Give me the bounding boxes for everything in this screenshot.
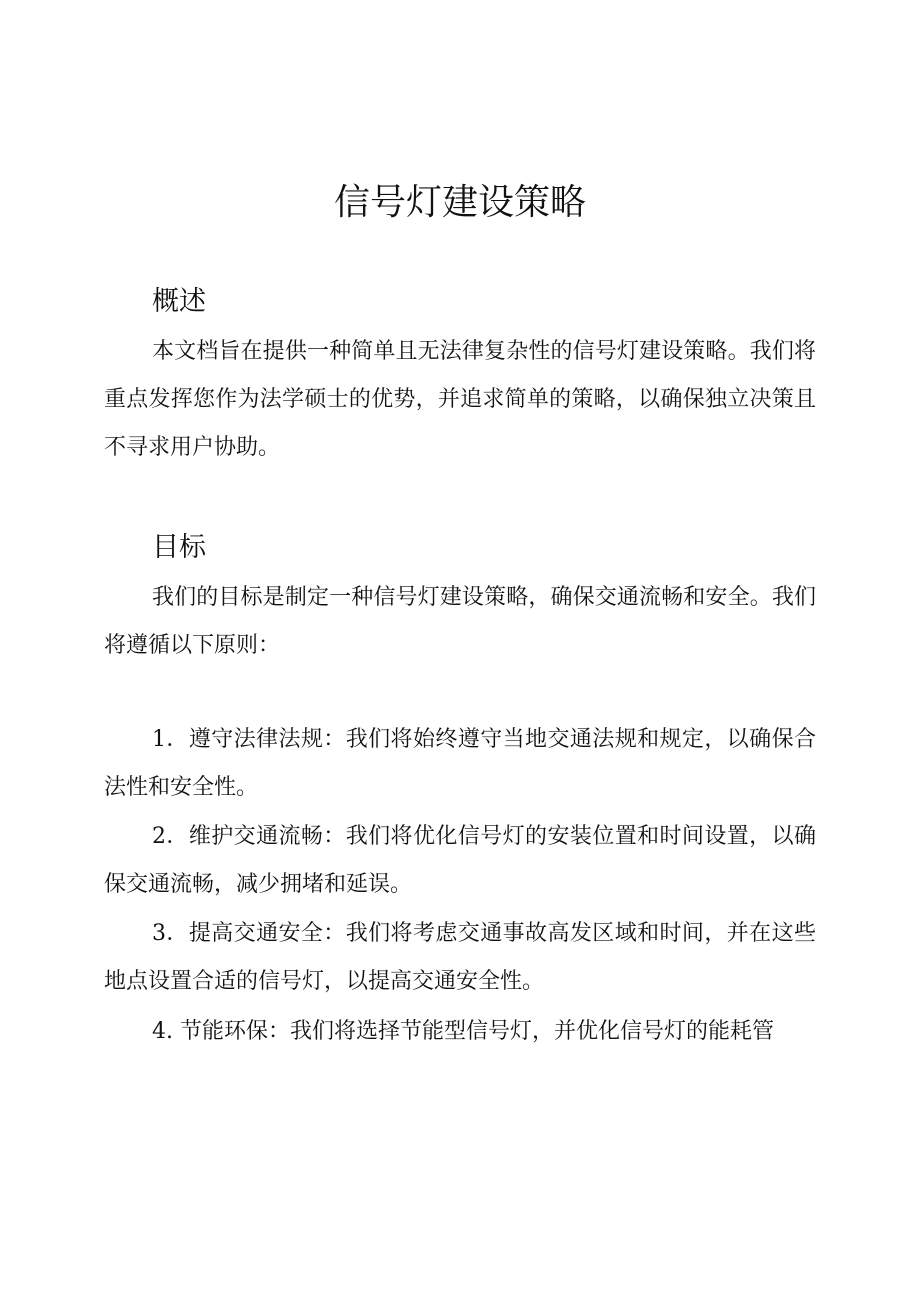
overview-paragraph: 本文档旨在提供一种简单且无法律复杂性的信号灯建设策略。我们将重点发挥您作为法学硕士的优势，并追求简单的策略，以确保独立决策且不寻求用户协助。 [104, 339, 816, 460]
principle-item-3: 3．提高交通安全：我们将考虑交通事故高发区域和时间，并在这些地点设置合适的信号灯，以提高交通安全性。 [104, 921, 816, 994]
principle-item-1: 1．遵守法律法规：我们将始终遵守当地交通法规和规定，以确保合法性和安全性。 [104, 727, 816, 800]
document-title: 信号灯建设策略 [333, 182, 586, 223]
goal-paragraph: 我们的目标是制定一种信号灯建设策略，确保交通流畅和安全。我们将遵循以下原则： [104, 585, 816, 658]
section-heading-goal: 目标 [152, 532, 206, 563]
principle-item-4: 4. 节能环保：我们将选择节能型信号灯，并优化信号灯的能耗管 [152, 1019, 774, 1044]
principle-item-2: 2．维护交通流畅：我们将优化信号灯的安装位置和时间设置，以确保交通流畅，减少拥堵和延误。 [104, 824, 816, 897]
section-heading-overview: 概述 [152, 286, 206, 317]
